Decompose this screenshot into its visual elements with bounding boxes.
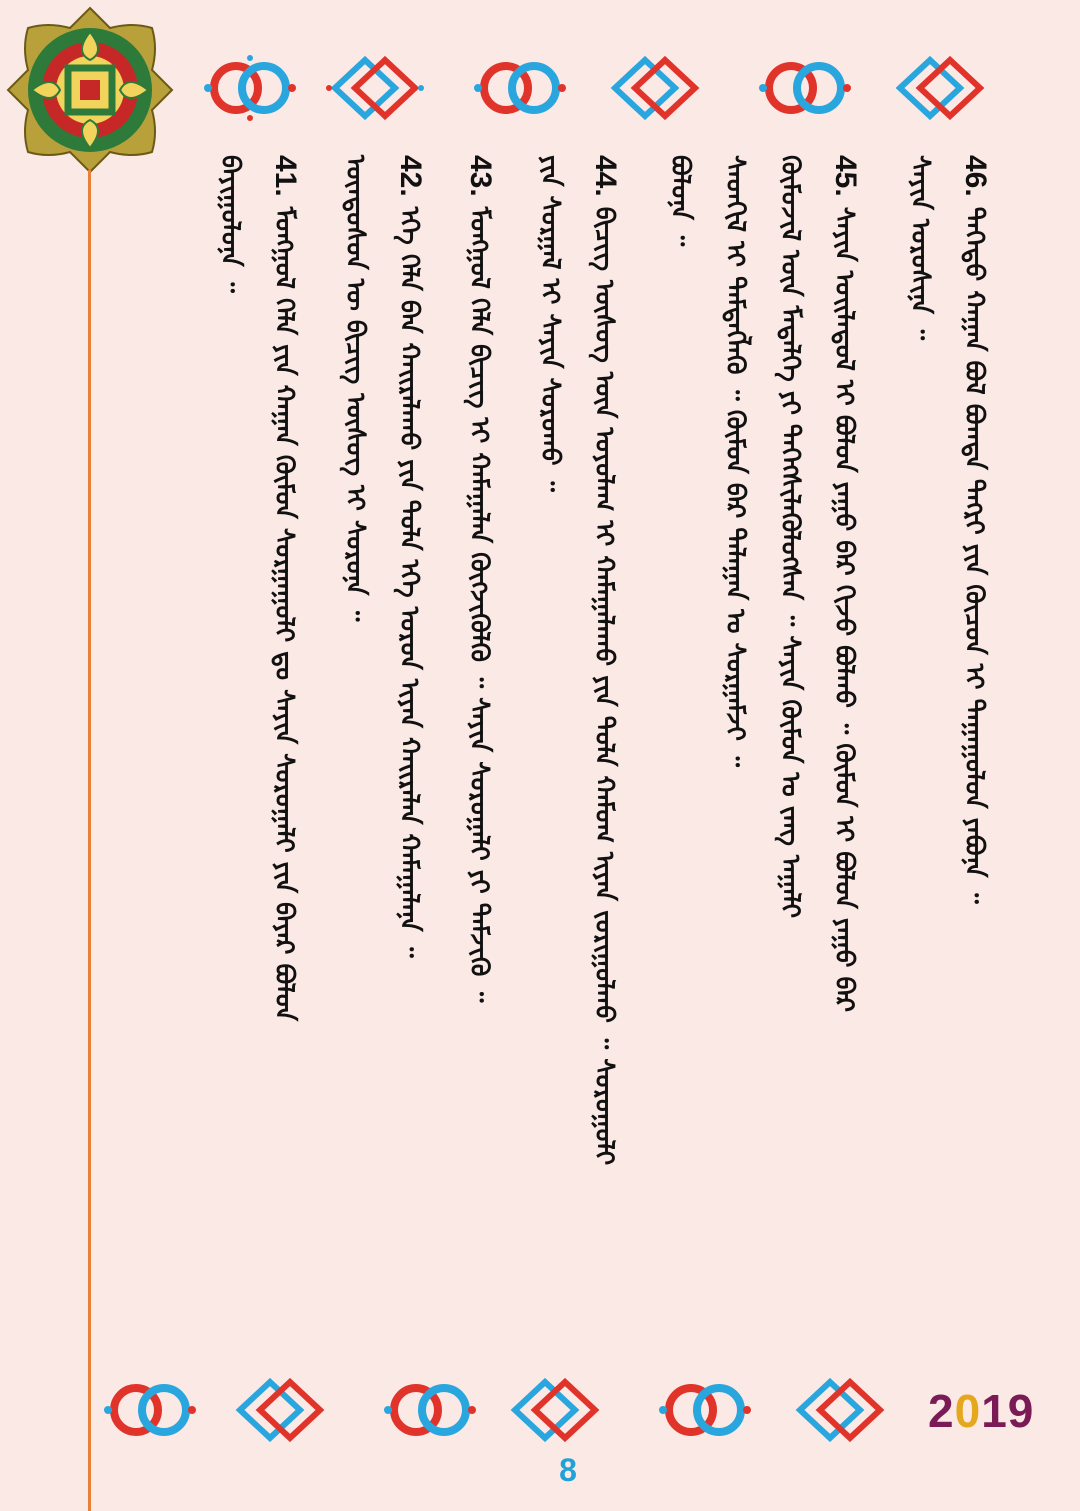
interlocking-rings-icon <box>100 1370 200 1450</box>
verse-43 <box>450 155 510 1355</box>
top-ornament-row <box>200 48 1020 128</box>
verse-line: ᠬᠦᠮᠦᠵᠢᠯ ᠦᠨ ᠮᠡᠳᠡᠯᠭᠡ ᠶᠢ ᠳᠡᠭᠡᠭᠰᠢᠯᠡᠭᠦᠯᠦᠭᠰᠡᠨ ᠃ ᠰᠠᠶᠢᠨ ᠬᠦᠮᠦᠨ ᠤ ᠵᠠᠩ ᠠᠭᠠᠯᠢ <box>775 155 805 919</box>
year-part-flower: 0 <box>954 1385 982 1437</box>
verse-line: ᠰᠡᠳᠭᠢᠯ ᠢ ᠲᠡᠮᠳᠡᠭᠯᠡᠬᠦ ᠃ ᠬᠦᠮᠦᠨ ᠪᠠᠷ ᠲᠠᠯᠠᠭᠠᠨ ᠤ ᠰᠤᠷᠭᠠᠮᠵᠢ ᠃ <box>720 155 750 768</box>
verse-number: 46. <box>959 155 992 197</box>
verse-44 <box>575 155 635 1355</box>
corner-medallion-icon <box>2 2 178 178</box>
verse-number: 43. <box>464 155 497 197</box>
verse-number: 45. <box>829 155 862 197</box>
verse-41 <box>255 155 315 1355</box>
verse-number: 42. <box>394 155 427 197</box>
interlocking-rings-icon <box>380 1370 480 1450</box>
endless-knot-diamond-icon <box>605 48 705 128</box>
verse-line: ᠶᠢᠨ ᠰᠤᠷᠭᠠᠯ ᠢ ᠰᠠᠶᠢᠨ ᠰᠤᠷᠤᠬᠤ ᠃ <box>535 155 565 492</box>
verse-45 <box>815 155 875 1355</box>
verse-number: 44. <box>589 155 622 197</box>
bottom-ornament-row <box>100 1370 920 1450</box>
interlocking-rings-icon <box>655 1370 755 1450</box>
endless-knot-diamond-icon <box>890 48 990 128</box>
verse-line: ᠪᠠᠶᠢᠭᠤᠯᠤᠨᠠ ᠃ <box>215 155 245 293</box>
verse-45-cont <box>705 155 765 1355</box>
verse-42 <box>380 155 440 1355</box>
verse-line: ᠮᠣᠩᠭᠣᠯ ᠬᠡᠯᠡ ᠪᠢᠴᠢᠭ ᠢ ᠬᠠᠮᠠᠭᠠᠯᠠᠨ ᠬᠥᠭᠵᠢᠭᠦᠯᠬᠦ ᠃ ᠰᠠᠶᠢᠨ ᠰᠤᠷᠤᠭᠠᠯᠢ ᠶᠢ ᠳᠡᠮᠵᠢᠬᠦ ᠃ <box>464 206 494 1003</box>
year-label <box>928 1384 1034 1438</box>
endless-knot-diamond-icon <box>790 1370 890 1450</box>
endless-knot-diamond-icon <box>230 1370 330 1450</box>
interlocking-rings-icon <box>200 48 300 128</box>
page-number: 8 <box>559 1452 577 1488</box>
left-vertical-rule <box>88 170 91 1511</box>
verse-42-cont <box>325 155 385 1355</box>
verse-line: ᠦᠨᠳᠦᠰᠦᠨ ᠦ ᠪᠢᠴᠢᠭ ᠦᠰᠦᠭ ᠢ ᠰᠤᠷᠤᠨᠠ ᠃ <box>340 155 370 622</box>
verse-number: 41. <box>269 155 302 197</box>
verse-44-cont <box>520 155 580 1355</box>
interlocking-rings-icon <box>470 48 570 128</box>
verse-45-cont <box>650 155 710 1355</box>
verse-line: ᠡᠬᠡ ᠬᠡᠯᠡ ᠪᠡᠨ ᠬᠠᠢᠷᠠᠯᠠᠬᠤ ᠶᠢᠨ ᠲᠤᠯᠠ ᠡᠬᠡ ᠣᠷᠣᠨ ᠢᠶᠡᠨ ᠬᠠᠢᠷᠠᠯᠠᠨ ᠬᠠᠮᠠᠭᠠᠯᠠᠨᠠ ᠃ <box>394 206 424 958</box>
verse-41-cont <box>200 155 260 1355</box>
verse-line: ᠮᠣᠩᠭᠣᠯ ᠬᠡᠯᠡ ᠶᠢᠨ ᠬᠠᠭᠠᠨ ᠬᠦᠮᠦᠨ ᠰᠤᠷᠭᠠᠭᠤᠯᠢ ᠳᠤ ᠰᠠᠶᠢᠨ ᠰᠤᠷᠤᠭᠠᠯᠢ ᠶᠢᠨ ᠪᠠᠶᠠᠷ ᠪᠣᠯᠤᠨ <box>269 206 299 1022</box>
year-part: 2 <box>928 1385 955 1437</box>
verse-line: ᠳᠡᠭᠡᠳᠦ ᠬᠠᠭᠠᠨ ᠪᠣᠯ ᠪᠣᠭᠳᠠ ᠲᠡᠭᠷᠢ ᠶᠢᠨ ᠬᠦᠴᠦᠨ ᠢ ᠳᠠᠭᠠᠭᠤᠯᠤᠨ ᠶᠠᠪᠤᠨᠠ ᠃ <box>959 206 989 904</box>
verse-line: ᠰᠠᠶᠢᠨ ᠣᠷᠣᠰᠢᠨᠠ ᠃ <box>905 155 935 341</box>
verse-line: ᠪᠢᠴᠢᠭ ᠦᠰᠦᠭ ᠦᠨ ᠤᠶᠤᠯᠠᠭ ᠢ ᠬᠠᠮᠠᠭᠠᠯᠠᠬᠤ ᠶᠢᠨ ᠲᠤᠯᠠ ᠬᠠᠮᠤᠭ ᠢᠶᠡᠨ ᠵᠣᠷᠢᠭᠤᠯᠬᠤ ᠃ ᠰᠤᠷᠤᠭᠤᠯᠢ <box>589 206 619 1166</box>
interlocking-rings-icon <box>755 48 855 128</box>
endless-knot-diamond-icon <box>325 48 425 128</box>
verse-text-area <box>200 155 1020 1355</box>
verse-46 <box>945 155 1005 1355</box>
verse-45-cont <box>760 155 820 1355</box>
verse-line: ᠰᠠᠶᠢᠨ ᠤᠢᠯᠡᠳᠦᠯ ᠢ ᠪᠣᠯᠤᠨ ᠶᠠᠭᠤ ᠪᠠᠷ ᠬᠢᠵᠦ ᠪᠣᠯᠬᠤ ᠃ ᠬᠦᠮᠦᠨ ᠢ ᠪᠣᠯᠤᠨ ᠶᠠᠭᠤ ᠪᠠᠷ <box>829 206 859 1013</box>
verse-46-cont <box>890 155 950 1355</box>
endless-knot-diamond-icon <box>505 1370 605 1450</box>
verse-line: ᠪᠣᠯᠤᠨᠠ ᠃ <box>665 155 695 247</box>
year-part: 19 <box>981 1385 1035 1437</box>
